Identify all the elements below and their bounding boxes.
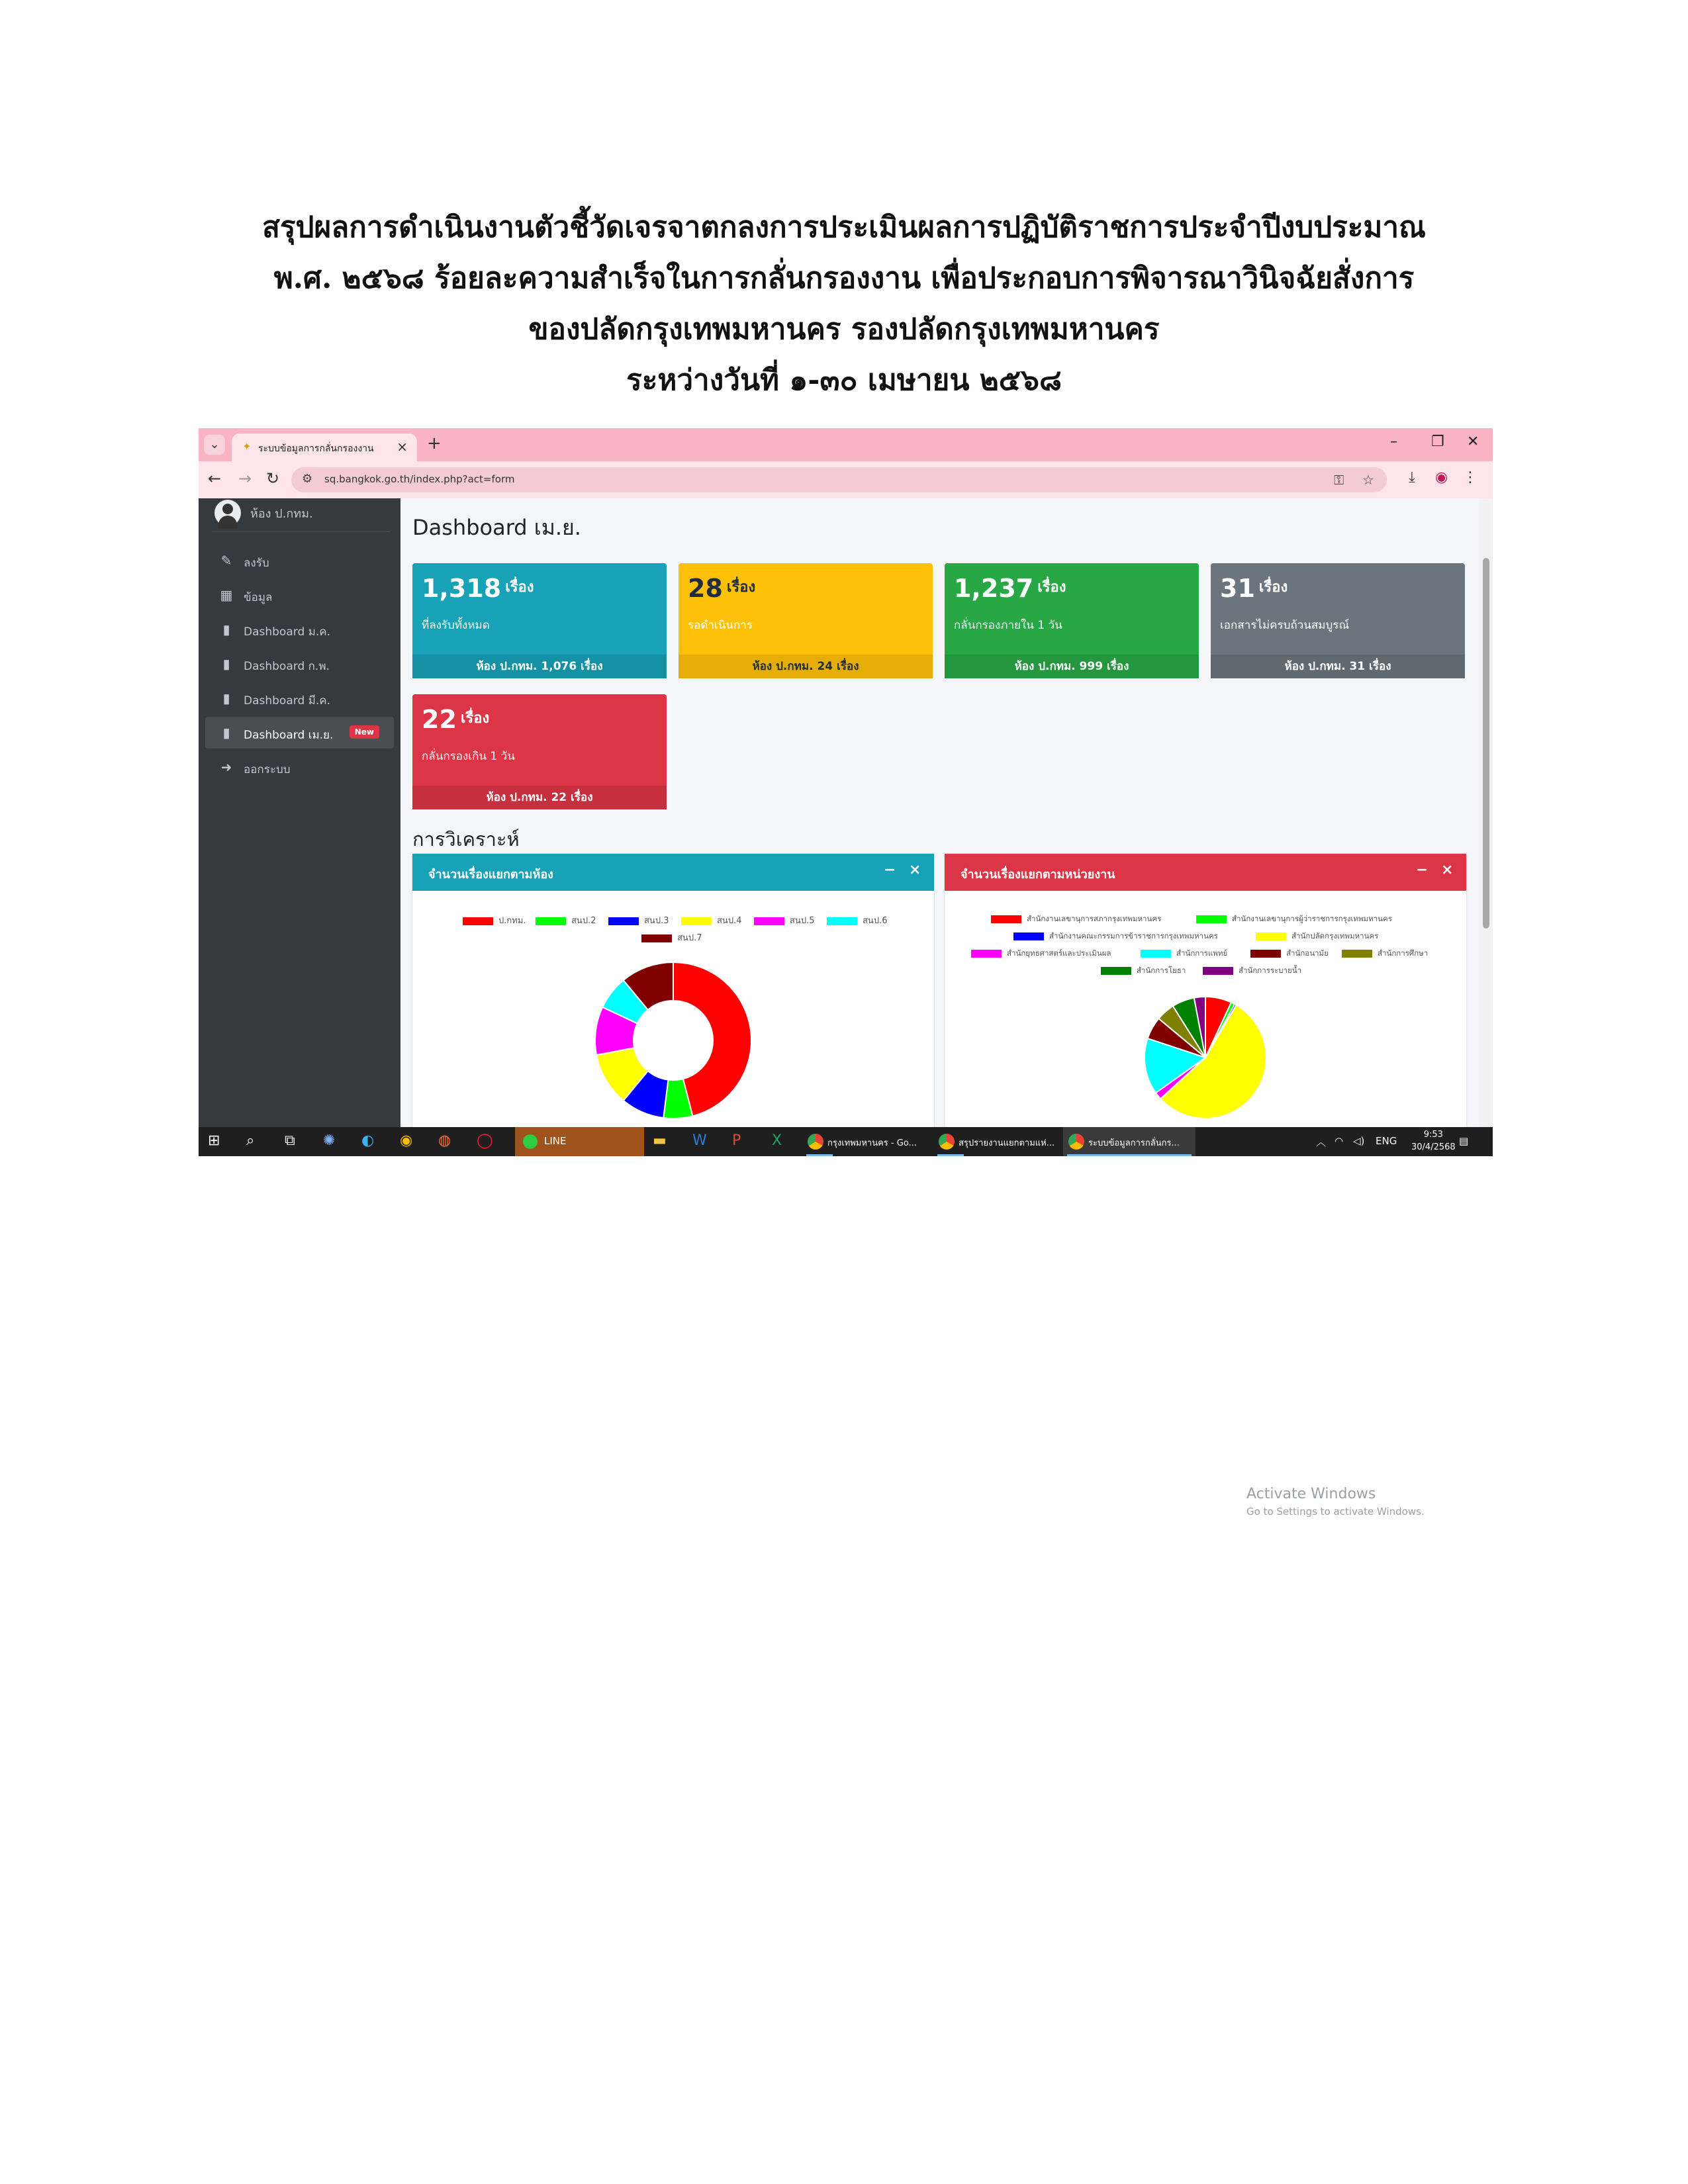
browser-tab[interactable] xyxy=(232,433,417,461)
legend-entry[interactable]: สำนักปลัดกรุงเทพมหานคร xyxy=(1256,931,1378,942)
card-by-room xyxy=(412,854,934,1132)
stat-label: กลั่นกรองเกิน 1 วัน xyxy=(422,750,515,763)
legend-swatch xyxy=(991,915,1021,923)
line-label: LINE xyxy=(544,1135,567,1147)
sidebar-item-label: ลงรับ xyxy=(244,557,269,570)
book-icon: ▮ xyxy=(222,725,230,741)
taskbar-line-app[interactable] xyxy=(515,1127,644,1156)
taskbar-window-label: กรุงเทพมหานคร - Go... xyxy=(827,1138,917,1148)
card-by-agency xyxy=(945,854,1466,1132)
chrome-icon xyxy=(808,1134,823,1150)
card-header xyxy=(412,854,934,891)
document-title xyxy=(199,202,1489,406)
stat-footer[interactable]: ห้อง ป.กทม. 24 เรื่อง xyxy=(679,655,933,678)
clock-time: 9:53 xyxy=(1423,1130,1443,1140)
legend-swatch xyxy=(608,917,639,925)
legend-entry[interactable]: สนป.5 xyxy=(754,913,814,927)
collapse-icon[interactable]: − xyxy=(1416,862,1429,878)
legend-entry[interactable]: สนป.3 xyxy=(608,913,669,927)
tab-close-icon[interactable]: × xyxy=(397,439,408,455)
sidebar-item-label: Dashboard ก.พ. xyxy=(244,660,330,673)
card-title: จำนวนเรื่องแยกตามห้อง xyxy=(428,868,553,882)
user-panel[interactable] xyxy=(212,498,391,532)
legend-swatch xyxy=(1342,950,1372,958)
legend-swatch xyxy=(827,917,857,925)
scrollbar-thumb[interactable] xyxy=(1483,558,1489,929)
reload-icon[interactable]: ↻ xyxy=(266,469,280,488)
language-indicator[interactable]: ENG xyxy=(1376,1135,1397,1147)
tray-chevron-icon[interactable]: ︿ xyxy=(1316,1136,1327,1148)
window-indicator xyxy=(937,1154,964,1156)
sidebar-item-dashboard-feb[interactable] xyxy=(205,648,394,680)
page-title: Dashboard เม.ย. xyxy=(412,515,581,540)
close-icon[interactable]: × xyxy=(909,862,921,878)
address-bar xyxy=(199,461,1493,498)
back-icon[interactable]: ← xyxy=(208,469,222,488)
edge-icon[interactable]: ◐ xyxy=(361,1132,375,1149)
sidebar-item-label: Dashboard ม.ค. xyxy=(244,625,331,639)
sidebar-item-register[interactable] xyxy=(205,545,394,576)
download-icon[interactable]: ⤓ xyxy=(1409,469,1415,486)
task-view-icon[interactable]: ⧉ xyxy=(285,1132,295,1149)
legend-entry[interactable]: สำนักอนามัย xyxy=(1250,948,1329,960)
book-icon: ▮ xyxy=(222,621,230,637)
tab-search-icon[interactable]: ⌄ xyxy=(204,435,225,455)
site-info-icon[interactable]: ⚙ xyxy=(302,472,313,486)
taskbar-chrome-window[interactable] xyxy=(802,1127,925,1156)
tab-title: ระบบข้อมูลการกลั่นกรองงาน xyxy=(258,443,374,454)
chrome-icon[interactable]: ◉ xyxy=(400,1132,413,1149)
legend-entry[interactable]: ป.กทม. xyxy=(463,913,526,927)
legend-entry[interactable]: สนป.6 xyxy=(827,913,887,927)
legend-entry[interactable]: สนป.2 xyxy=(536,913,596,927)
sidebar-item-logout[interactable] xyxy=(205,751,394,783)
avatar xyxy=(214,500,241,526)
stat-label: ที่ลงรับทั้งหมด xyxy=(422,619,490,632)
legend-swatch xyxy=(971,950,1002,958)
sidebar-item-dashboard-mar[interactable] xyxy=(205,682,394,714)
legend-swatch xyxy=(1203,967,1233,975)
volume-icon[interactable]: ◁) xyxy=(1353,1135,1365,1147)
legend-swatch xyxy=(1256,933,1286,940)
sidebar-item-dashboard-apr[interactable] xyxy=(205,717,394,749)
legend-entry[interactable]: สำนักการศึกษา xyxy=(1342,948,1428,960)
new-badge: New xyxy=(350,725,379,739)
stat-box-total xyxy=(412,563,667,678)
url-text: sq.bangkok.go.th/index.php?act=form xyxy=(324,473,515,485)
sidebar-item-label: Dashboard เม.ย. xyxy=(244,729,334,742)
book-icon: ▮ xyxy=(222,690,230,706)
url-field[interactable] xyxy=(291,467,1387,492)
minimize-icon[interactable]: – xyxy=(1390,433,1397,450)
activate-windows-hint: Go to Settings to activate Windows. xyxy=(1246,1506,1425,1518)
title-line: สรุปผลการดำเนินงานตัวชี้วัดเจรจาตกลงการประเมินผลการปฏิบัติราชการประจำปีงบประมาณ xyxy=(262,210,1426,244)
legend-entry[interactable]: สำนักการโยธา xyxy=(1101,965,1186,977)
powerpoint-icon[interactable]: P xyxy=(732,1132,741,1149)
scrollbar[interactable] xyxy=(1479,498,1493,1127)
file-explorer-icon[interactable]: ▬ xyxy=(653,1132,667,1149)
stat-box-pending xyxy=(679,563,933,678)
title-line: ระหว่างวันที่ ๑-๓๐ เมษายน ๒๕๖๘ xyxy=(626,363,1062,397)
taskbar-window-label: สรุปรายงานแยกตามแห่... xyxy=(959,1138,1055,1148)
sidebar-item-dashboard-jan[interactable] xyxy=(205,614,394,645)
favicon-icon: ✦ xyxy=(242,440,252,453)
doughnut-chart xyxy=(412,946,934,1132)
bookmark-star-icon[interactable]: ☆ xyxy=(1362,472,1374,488)
legend-swatch xyxy=(1141,950,1171,958)
stat-label: กลั่นกรองภายใน 1 วัน xyxy=(954,619,1062,632)
activate-windows-title: Activate Windows xyxy=(1246,1486,1376,1502)
stat-footer[interactable]: ห้อง ป.กทม. 999 เรื่อง xyxy=(945,655,1199,678)
clock[interactable] xyxy=(1411,1128,1456,1154)
firefox-icon[interactable]: ◍ xyxy=(438,1132,451,1149)
taskbar-window-label: ระบบข้อมูลการกลั่นกร... xyxy=(1088,1138,1180,1148)
taskbar xyxy=(199,1127,1493,1156)
card-title: จำนวนเรื่องแยกตามหน่วยงาน xyxy=(961,868,1115,882)
legend-entry[interactable]: สำนักงานเลขานุการสภากรุงเทพมหานคร xyxy=(991,913,1161,925)
window-indicator xyxy=(1067,1154,1192,1156)
legend-swatch xyxy=(1101,967,1131,975)
stat-box-over-1-day xyxy=(412,694,667,809)
chrome-icon xyxy=(1068,1134,1084,1150)
legend-swatch xyxy=(1250,950,1281,958)
title-line: พ.ศ. ๒๕๖๘ ร้อยละความสำเร็จในการกลั่นกรองงาน เพื่อประกอบการพิจารณาวินิจฉัยสั่งการ xyxy=(273,261,1415,295)
stat-label: รอดำเนินการ xyxy=(688,619,753,632)
legend-swatch xyxy=(681,917,712,925)
stat-number: 1,318 $^{เรื่อง}$ xyxy=(422,574,534,603)
line-icon xyxy=(523,1134,538,1149)
legend-entry[interactable]: สนป.7 xyxy=(641,931,702,944)
sidebar-item-label: ออกระบบ xyxy=(244,763,291,776)
legend-swatch xyxy=(1196,915,1227,923)
legend-entry[interactable]: สำนักยุทธศาสตร์และประเมินผล xyxy=(971,948,1111,960)
embedded-screenshot xyxy=(199,428,1493,1518)
stat-footer[interactable]: ห้อง ป.กทม. 31 เรื่อง xyxy=(1211,655,1465,678)
stat-number: 28 $^{เรื่อง}$ xyxy=(688,574,756,603)
window-indicator xyxy=(806,1154,833,1156)
pie-chart xyxy=(945,979,1466,1132)
search-icon[interactable]: ⌕ xyxy=(246,1132,255,1149)
profile-icon[interactable]: ◉ xyxy=(1435,469,1448,486)
legend-swatch xyxy=(463,917,493,925)
taskbar-chrome-window[interactable] xyxy=(933,1127,1056,1156)
opera-icon[interactable]: ◯ xyxy=(477,1132,493,1149)
windows-start-icon[interactable]: ⊞ xyxy=(208,1132,220,1149)
sidebar-item-label: Dashboard มี.ค. xyxy=(244,694,331,707)
analysis-heading: การวิเคราะห์ xyxy=(412,828,520,850)
card-header xyxy=(945,854,1466,891)
word-icon[interactable]: W xyxy=(692,1132,707,1149)
calendar-icon: ▦ xyxy=(220,587,233,603)
close-icon[interactable]: × xyxy=(1441,862,1454,878)
legend-swatch xyxy=(754,917,784,925)
legend-entry[interactable]: สนป.4 xyxy=(681,913,741,927)
stat-box-within-1-day xyxy=(945,563,1199,678)
stat-number: 1,237 $^{เรื่อง}$ xyxy=(954,574,1066,603)
legend-swatch xyxy=(641,934,672,942)
book-icon: ▮ xyxy=(222,656,230,672)
collapse-icon[interactable]: − xyxy=(884,862,896,878)
legend-entry[interactable]: สำนักการระบายน้ำ xyxy=(1203,965,1301,977)
sidebar xyxy=(199,498,400,1127)
legend-entry[interactable]: สำนักการแพทย์ xyxy=(1141,948,1227,960)
forward-icon[interactable]: → xyxy=(238,469,252,488)
stat-box-incomplete xyxy=(1211,563,1465,678)
wifi-icon[interactable]: ◠ xyxy=(1335,1135,1344,1147)
edit-icon: ✎ xyxy=(220,553,232,569)
legend-swatch xyxy=(1013,933,1044,940)
stat-number: 31 $^{เรื่อง}$ xyxy=(1220,574,1288,603)
sign-out-icon: ➜ xyxy=(220,759,232,775)
stat-footer[interactable]: ห้อง ป.กทม. 1,076 เรื่อง xyxy=(412,655,667,678)
browser-tab-bar xyxy=(199,428,1493,461)
window-close-icon[interactable]: ✕ xyxy=(1467,433,1479,450)
legend-entry[interactable]: สำนักงานคณะกรรมการข้าราชการกรุงเทพมหานคร xyxy=(1013,931,1218,942)
sidebar-item-label: ข้อมูล xyxy=(244,591,273,604)
password-key-icon[interactable]: ⚿ xyxy=(1334,472,1344,488)
restore-icon[interactable]: ❐ xyxy=(1431,433,1444,450)
stat-footer[interactable]: ห้อง ป.กทม. 22 เรื่อง xyxy=(412,786,667,809)
copilot-icon[interactable]: ✺ xyxy=(323,1132,336,1149)
legend-swatch xyxy=(536,917,566,925)
taskbar-chrome-window-active[interactable] xyxy=(1063,1127,1196,1156)
menu-icon[interactable]: ⋮ xyxy=(1463,469,1477,486)
excel-icon[interactable]: X xyxy=(772,1132,782,1149)
notification-icon[interactable]: ▤ xyxy=(1459,1135,1469,1147)
clock-date: 30/4/2568 xyxy=(1411,1142,1456,1152)
stat-label: เอกสารไม่ครบถ้วนสมบูรณ์ xyxy=(1220,619,1350,632)
user-name: ห้อง ป.กทม. xyxy=(250,507,313,521)
stat-number: 22 $^{เรื่อง}$ xyxy=(422,705,490,734)
legend-entry[interactable]: สำนักงานเลขานุการผู้ว่าราชการกรุงเทพมหานคร xyxy=(1196,913,1392,925)
chrome-icon xyxy=(939,1134,955,1150)
title-line: ของปลัดกรุงเทพมหานคร รองปลัดกรุงเทพมหานคร xyxy=(528,312,1160,346)
new-tab-icon[interactable]: + xyxy=(427,433,442,453)
sidebar-item-data[interactable] xyxy=(205,579,394,611)
